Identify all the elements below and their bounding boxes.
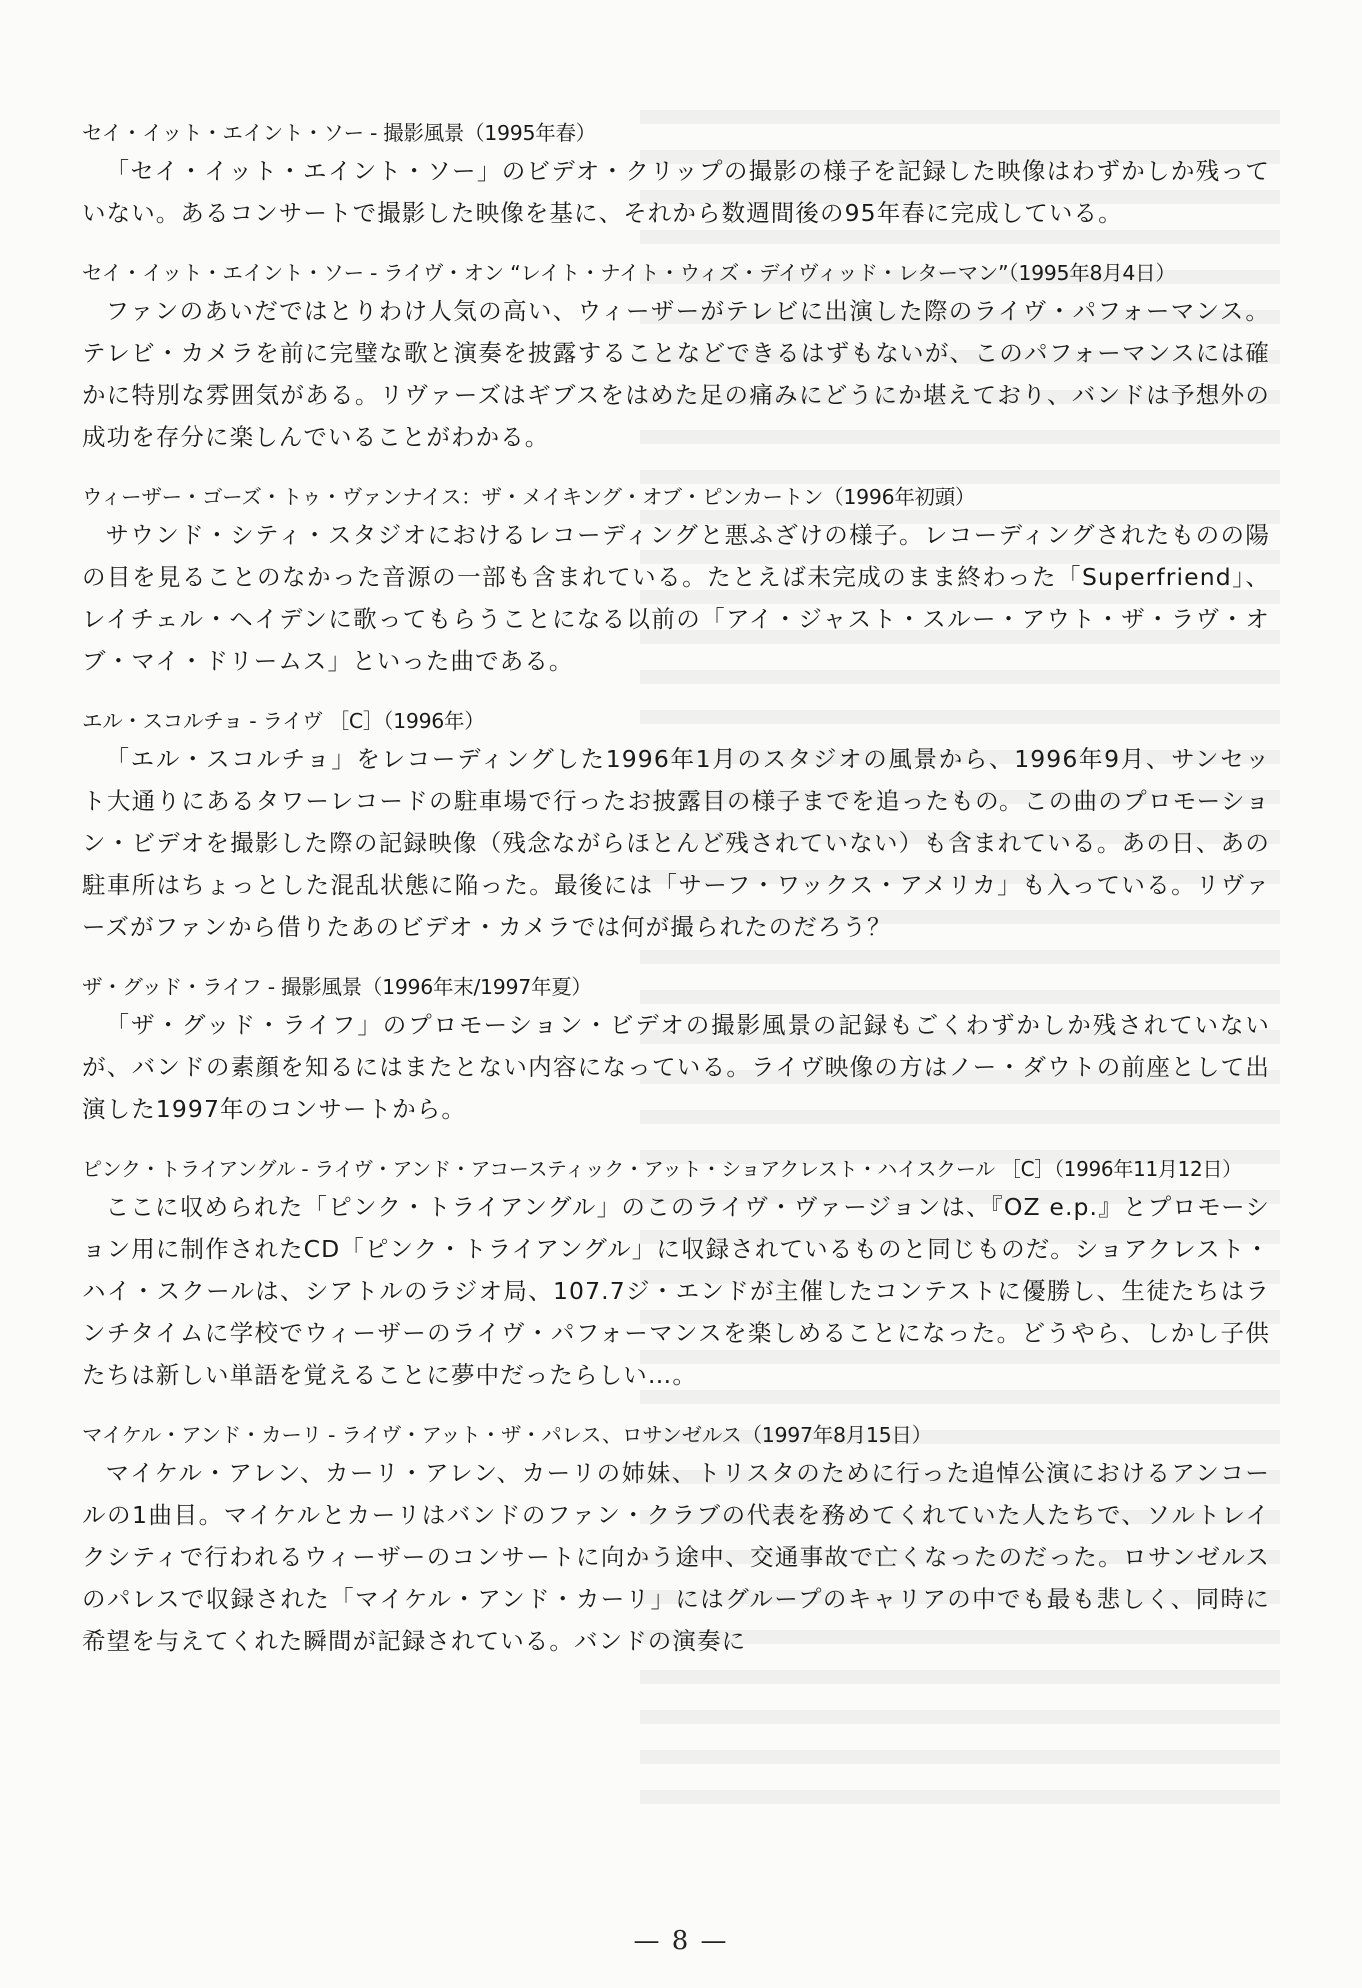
entry-el-scorcho-live (82, 706, 1270, 948)
entry-making-of-pinkerton (82, 482, 1270, 682)
entry-body: マイケル・アレン、カーリ・アレン、カーリの姉妹、トリスタのために行った追悼公演におけるアンコールの1曲目。マイケルとカーリはバンドのファン・クラブの代表を務めてくれていた人たちで、ソルトレイクシティで行われるウィーザーのコンサートに向かう途中、交通事故で亡くなったのだった。ロサンゼルスのパレスで収録された「マイケル・アンド・カーリ」にはグループのキャリアの中でも最も悲しく、同時に希望を与えてくれた瞬間が記録されている。バンドの演奏に (82, 1459, 1270, 1655)
entry-body: 「エル・スコルチョ」をレコーディングした1996年1月のスタジオの風景から、1996年9月、サンセット大通りにあるタワーレコードの駐車場で行ったお披露目の様子までを追ったもの。この曲のプロモーション・ビデオを撮影した際の記録映像（残念ながらほとんど残されていない）も含まれている。あの日、あの駐車所はちょっとした混乱状態に陥った。最後には「サーフ・ワックス・アメリカ」も入っている。リヴァーズがファンから借りたあのビデオ・カメラでは何が撮られたのだろう？ (82, 745, 1270, 941)
entry-good-life-shoot (82, 972, 1270, 1130)
entry-body: ファンのあいだではとりわけ人気の高い、ウィーザーがテレビに出演した際のライヴ・パフォーマンス。テレビ・カメラを前に完璧な歌と演奏を披露することなどできるはずもないが、このパフォーマンスには確かに特別な雰囲気がある。リヴァーズはギブスをはめた足の痛みにどうにか堪えており、バンドは予想外の成功を存分に楽しんでいることがわかる。 (82, 297, 1270, 451)
entry-title: マイケル・アンド・カーリ - ライヴ・アット・ザ・パレス、ロサンゼルス（1997年8月15日） (82, 1423, 932, 1447)
entry-title: ザ・グッド・ライフ - 撮影風景（1996年末/1997年夏） (82, 975, 592, 999)
entry-body: 「セイ・イット・エイント・ソー」のビデオ・クリップの撮影の様子を記録した映像はわずかしか残っていない。あるコンサートで撮影した映像を基に、それから数週間後の95年春に完成している。 (82, 157, 1270, 227)
entry-title: ウィーザー・ゴーズ・トゥ・ヴァンナイス：ザ・メイキング・オブ・ピンカートン（1996年初頭） (82, 485, 976, 509)
entry-mykel-and-carli-palace (82, 1420, 1270, 1662)
page-number: — 8 — (633, 1926, 729, 1956)
entry-title: エル・スコルチョ - ライヴ ［C］（1996年） (82, 709, 485, 733)
entry-pink-triangle-shorecrest (82, 1154, 1270, 1396)
entry-body: サウンド・シティ・スタジオにおけるレコーディングと悪ふざけの様子。レコーディングされたものの陽の目を見ることのなかった音源の一部も含まれている。たとえば未完成のまま終わった「Superfriend」、レイチェル・ヘイデンに歌ってもらうことになる以前の「アイ・ジャスト・スルー・アウト・ザ・ラヴ・オブ・マイ・ドリームス」といった曲である。 (82, 521, 1270, 675)
entry-title: ピンク・トライアングル - ライヴ・アンド・アコースティック・アット・ショアクレスト・ハイスクール ［C］（1996年11月12日） (82, 1157, 1242, 1181)
entry-title: セイ・イット・エイント・ソー - 撮影風景（1995年春） (82, 121, 596, 145)
entry-say-it-aint-so-letterman (82, 258, 1270, 458)
entry-title: セイ・イット・エイント・ソー - ライヴ・オン “レイト・ナイト・ウィズ・デイヴィッド・レターマン”（1995年8月4日） (82, 261, 1176, 285)
entry-body: 「ザ・グッド・ライフ」のプロモーション・ビデオの撮影風景の記録もごくわずかしか残されていないが、バンドの素顔を知るにはまたとない内容になっている。ライヴ映像の方はノー・ダウトの前座として出演した1997年のコンサートから。 (82, 1011, 1270, 1123)
page-content (82, 118, 1270, 1686)
entry-body: ここに収められた「ピンク・トライアングル」のこのライヴ・ヴァージョンは、『OZ e.p.』とプロモーション用に制作されたCD「ピンク・トライアングル」に収録されているものと同じものだ。ショアクレスト・ハイ・スクールは、シアトルのラジオ局、107.7ジ・エンドが主催したコンテストに優勝し、生徒たちはランチタイムに学校でウィーザーのライヴ・パフォーマンスを楽しめることになった。どうやら、しかし子供たちは新しい単語を覚えることに夢中だったらしい…。 (82, 1193, 1270, 1389)
entry-say-it-aint-so-shoot (82, 118, 1270, 234)
